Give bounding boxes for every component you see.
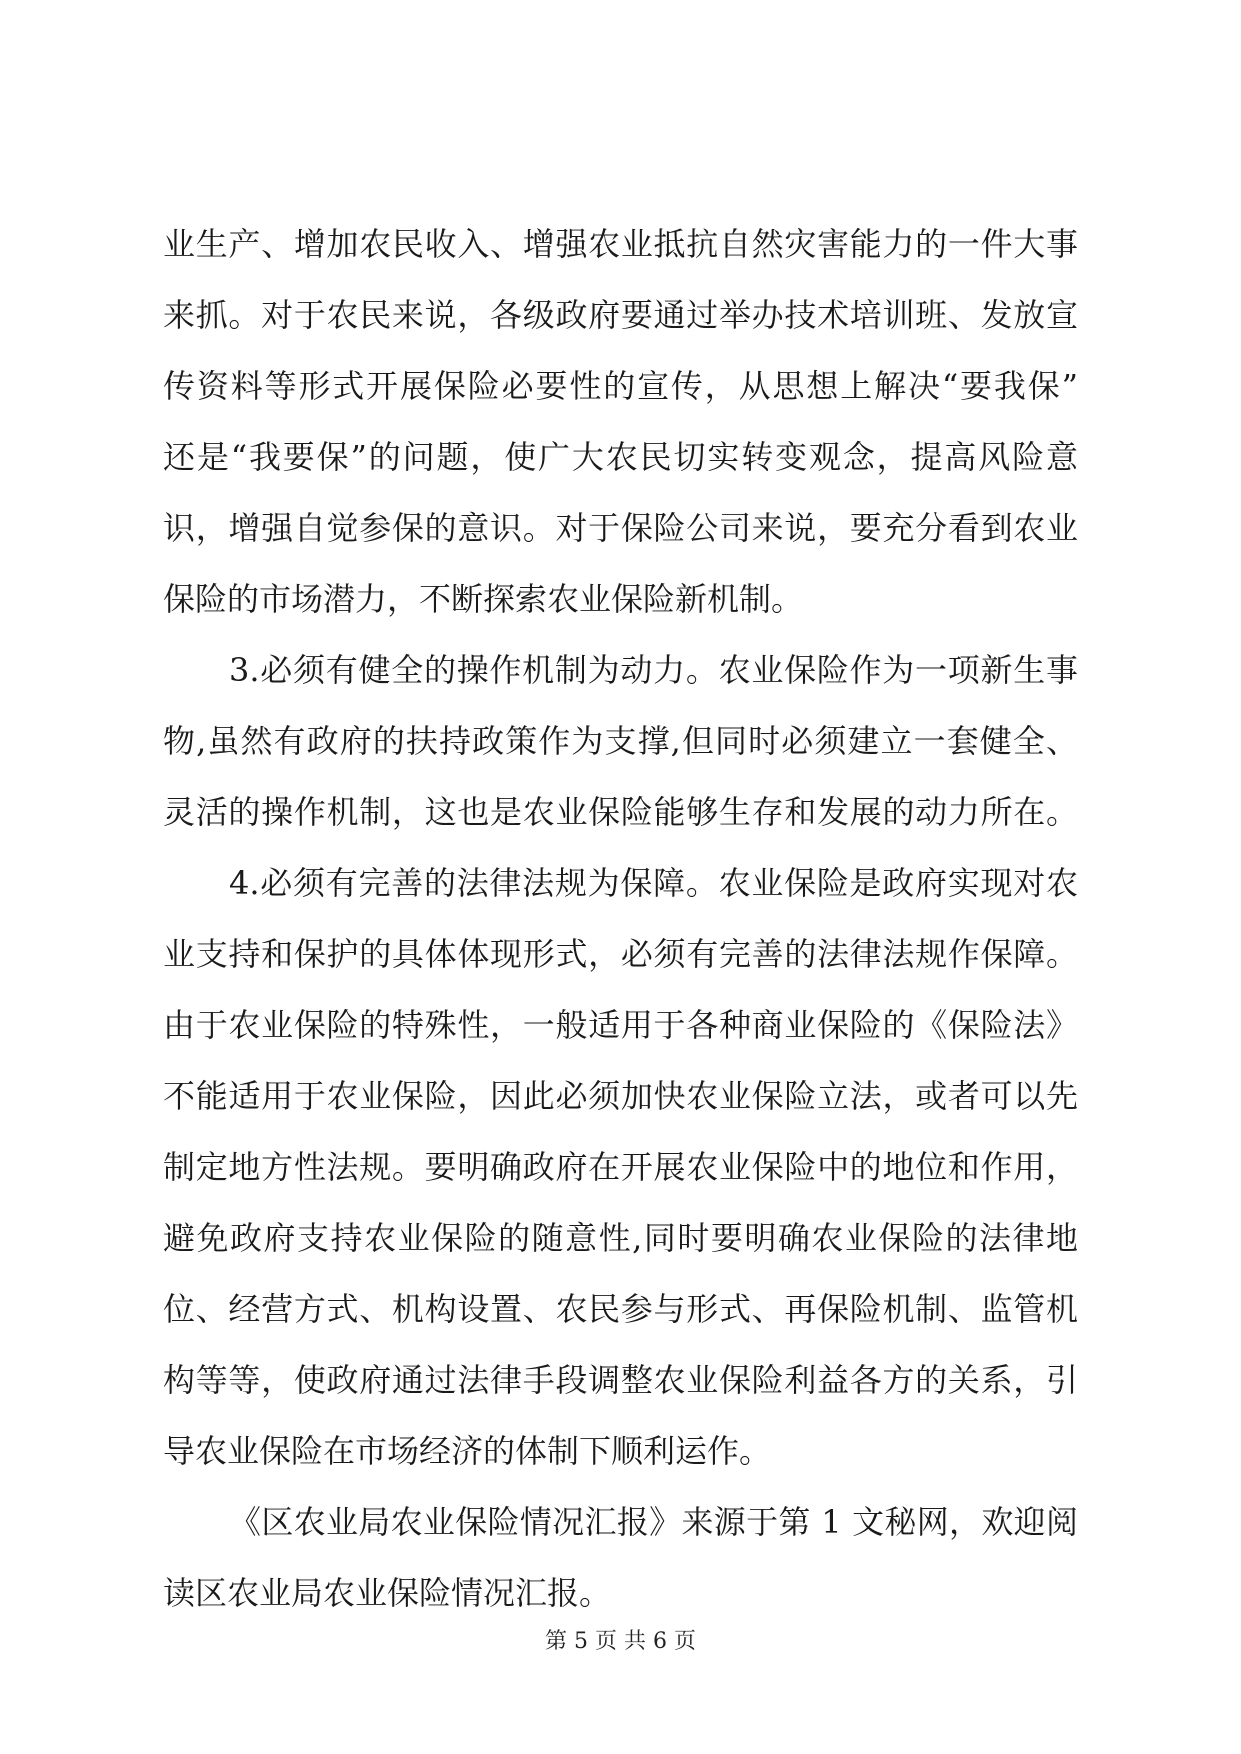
source-note-end: 读区农业局农业保险情况汇报。	[163, 1574, 612, 1612]
paragraph-4-start: 4.必须有完善的法律法规为保障。农业保险是政府实现对农	[229, 864, 1078, 902]
page-number-footer: 第 5 页 共 6 页	[545, 1629, 696, 1654]
text-line: 避免政府支持农业保险的随意性,同时要明确农业保险的法律地	[163, 1219, 1078, 1257]
text-line: 导农业保险在市场经济的体制下顺利运作。	[163, 1432, 772, 1470]
text-line: 由于农业保险的特殊性，一般适用于各种商业保险的《保险法》	[163, 1006, 1078, 1044]
text-line: 还是“我要保”的问题，使广大农民切实转变观念，提高风险意	[163, 438, 1078, 476]
text-line: 构等等，使政府通过法律手段调整农业保险利益各方的关系，引	[163, 1361, 1078, 1399]
text-line: 来抓。对于农民来说，各级政府要通过举办技术培训班、发放宣	[163, 296, 1078, 334]
text-line: 灵活的操作机制，这也是农业保险能够生存和发展的动力所在。	[163, 793, 1078, 831]
text-line: 保险的市场潜力，不断探索农业保险新机制。	[163, 580, 804, 618]
text-line: 制定地方性法规。要明确政府在开展农业保险中的地位和作用，	[163, 1148, 1078, 1186]
source-note-start: 《区农业局农业保险情况汇报》来源于第 1 文秘网，欢迎阅	[229, 1503, 1078, 1541]
text-line: 位、经营方式、机构设置、农民参与形式、再保险机制、监管机	[163, 1290, 1078, 1328]
text-line: 物,虽然有政府的扶持政策作为支撑,但同时必须建立一套健全、	[163, 722, 1078, 760]
paragraph-3-start: 3.必须有健全的操作机制为动力。农业保险作为一项新生事	[229, 651, 1078, 689]
text-line: 传资料等形式开展保险必要性的宣传，从思想上解决“要我保”	[163, 367, 1078, 405]
text-line: 不能适用于农业保险，因此必须加快农业保险立法，或者可以先	[163, 1077, 1078, 1115]
text-line: 业支持和保护的具体体现形式，必须有完善的法律法规作保障。	[163, 935, 1078, 973]
text-line: 业生产、增加农民收入、增强农业抵抗自然灾害能力的一件大事	[163, 225, 1078, 263]
text-line: 识，增强自觉参保的意识。对于保险公司来说，要充分看到农业	[163, 509, 1078, 547]
